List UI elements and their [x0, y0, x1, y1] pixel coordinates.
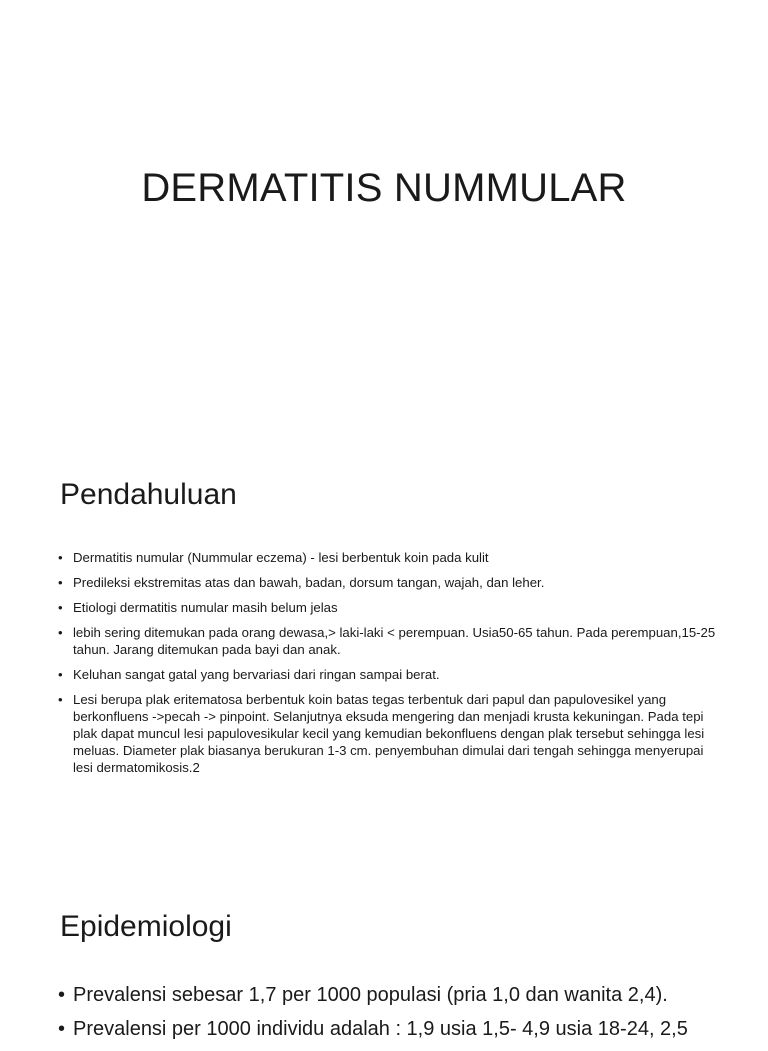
section-title: Pendahuluan	[60, 478, 237, 511]
bullet-list	[58, 983, 716, 1051]
pendahuluan-slide	[0, 420, 768, 850]
bullet-text: Prevalensi per 1000 individu adalah : 1,9 usia 1,5- 4,9 usia 18-24, 2,5	[73, 1018, 688, 1040]
bullet-item	[58, 1017, 716, 1041]
bullet-icon: •	[58, 984, 66, 1006]
bullet-text: Etiologi dermatitis numular masih belum jelas	[73, 600, 338, 615]
bullet-item	[58, 549, 716, 566]
bullet-item	[58, 691, 716, 776]
bullet-icon: •	[58, 1018, 66, 1040]
bullet-icon: •	[58, 600, 63, 615]
bullet-text: Predileksi ekstremitas atas dan bawah, badan, dorsum tangan, wajah, dan leher.	[73, 575, 545, 590]
bullet-icon: •	[58, 692, 63, 707]
bullet-item	[58, 599, 716, 616]
bullet-icon: •	[58, 667, 63, 682]
bullet-text: Keluhan sangat gatal yang bervariasi dari ringan sampai berat.	[73, 667, 440, 682]
bullet-item	[58, 666, 716, 683]
bullet-icon: •	[58, 575, 63, 590]
title-slide	[0, 0, 768, 420]
bullet-item	[58, 624, 716, 658]
bullet-text: Lesi berupa plak eritematosa berbentuk koin batas tegas terbentuk dari papul dan papulovesikel yang berkonfluens ->pecah -> pinpoint. Selanjutnya eksuda mengering dan menjadi krusta kekuningan. Pada tepi plak dapat muncul lesi papulovesikular kecil yang kemudian bekonfluens dengan plak tersebut sehingga lesi meluas. Diameter plak biasanya berukuran 1-3 cm. penyembuhan dimulai dari tengah sehingga menyerupai lesi dermatomikosis.2	[73, 692, 705, 775]
bullet-icon: •	[58, 625, 63, 640]
epidemiologi-slide	[0, 850, 768, 1040]
bullet-item	[58, 574, 716, 591]
section-title: Epidemiologi	[60, 910, 232, 943]
bullet-text: Dermatitis numular (Nummular eczema) - lesi berbentuk koin pada kulit	[73, 550, 489, 565]
bullet-item	[58, 983, 716, 1007]
slide-title: DERMATITIS NUMMULAR	[141, 166, 627, 210]
bullet-text: lebih sering ditemukan pada orang dewasa,> laki-laki < perempuan. Usia50-65 tahun. Pada perempuan,15-25 tahun. Jarang ditemukan pada bayi dan anak.	[73, 625, 716, 657]
bullet-icon: •	[58, 550, 63, 565]
bullet-text: Prevalensi sebesar 1,7 per 1000 populasi (pria 1,0 dan wanita 2,4).	[73, 984, 668, 1006]
bullet-list	[58, 549, 716, 784]
